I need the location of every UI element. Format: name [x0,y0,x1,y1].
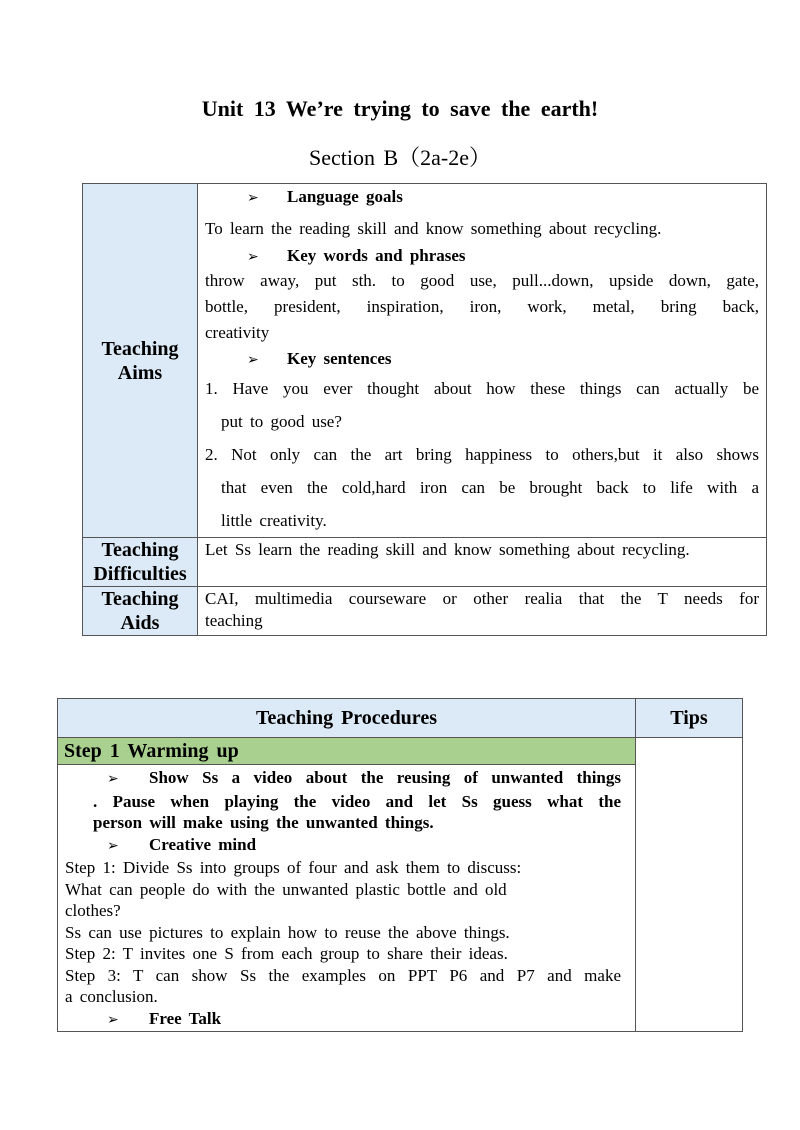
bullet-1-line-2: . Pause when playing the video and let Ss guess what the [93,791,621,811]
arrowhead-bullet-icon: ➢ [107,771,119,787]
aids-label: Teaching Aids [101,588,179,634]
key-sentences-heading: Key sentences [287,349,392,368]
arrowhead-bullet-icon: ➢ [247,249,259,265]
key-words-line-1: throw away, put sth. to good use, pull...down, upside down, gate, [205,271,759,290]
language-goals-bullet [205,184,759,214]
tips-cell [636,738,743,1032]
procedures-header: Teaching Procedures [58,699,636,738]
arrowhead-bullet-icon: ➢ [107,837,119,854]
aids-line-1: CAI, multimedia courseware or other realia that the T needs for [205,589,759,608]
step3-line-a: Step 3: T can show Ss the examples on PPT P6 and P7 and make [65,965,621,985]
difficulties-row [83,538,767,587]
difficulties-content-cell [198,538,767,587]
key-words-line-2: bottle, president, inspiration, iron, work, metal, bring back, [205,297,759,316]
step1-line-a: Step 1: Divide Ss into groups of four and ask them to discuss: [65,858,522,877]
aims-label-cell [83,184,198,538]
language-goals-text: To learn the reading skill and know something about recycling. [205,219,662,238]
aids-label-cell [83,587,198,636]
sentence-2-line-1: 2. Not only can the art bring happiness to others,but it also shows [205,445,759,464]
page-subtitle: Section B（2a-2e） [308,145,492,170]
step1-title: Step 1 Warming up [58,738,636,765]
key-words-line-3: creativity [205,323,270,342]
aims-row [83,184,767,538]
procedures-header-row [58,699,743,738]
video-bullet [65,767,621,791]
ss-line: Ss can use pictures to explain how to reuse the above things. [65,922,510,942]
aids-row [83,587,767,636]
key-sentences-bullet [205,346,759,372]
teaching-aims-table [82,183,767,636]
step1-body [58,765,636,1032]
step3-line-b: a conclusion. [65,987,158,1006]
step1-line-c: clothes? [65,901,121,920]
creative-mind-bullet [65,834,621,858]
tips-header: Tips [636,699,743,738]
key-words-heading: Key words and phrases [287,246,466,265]
aims-label: Teaching Aims [101,337,179,384]
aids-line-2: teaching [205,611,263,630]
sentence-1-line-1: 1. Have you ever thought about how these things can actually be [205,379,759,398]
free-talk-bullet [65,1008,621,1032]
sentence-2-line-3: little creativity. [221,511,327,530]
teaching-procedures-table [57,698,743,1032]
arrowhead-bullet-icon: ➢ [247,352,259,368]
creative-mind-heading: Creative mind [149,834,257,854]
bullet-1-line-3: person will make using the unwanted things. [93,813,434,832]
aids-content-cell [198,587,767,636]
difficulties-text: Let Ss learn the reading skill and know something about recycling. [205,540,690,559]
aims-content-cell [198,184,767,538]
arrowhead-bullet-icon: ➢ [247,190,259,206]
bullet-1-line-1: Show Ss a video about the reusing of unwanted things [149,768,621,787]
step1-line-b: What can people do with the unwanted plastic bottle and old [65,879,507,899]
difficulties-label-cell [83,538,198,587]
difficulties-label: Teaching Difficulties [93,539,187,585]
sentence-2-line-2: that even the cold,hard iron can be brought back to life with a [221,478,759,497]
free-talk-heading: Free Talk [149,1008,222,1028]
step2-line: Step 2: T invites one S from each group to share their ideas. [65,944,508,963]
arrowhead-bullet-icon: ➢ [107,1011,119,1028]
step1-title-row [58,738,743,765]
page-title: Unit 13 We’re trying to save the earth! [201,96,599,121]
language-goals-heading: Language goals [287,187,403,206]
sentence-1-line-2: put to good use? [221,412,342,431]
key-words-bullet [205,244,759,268]
